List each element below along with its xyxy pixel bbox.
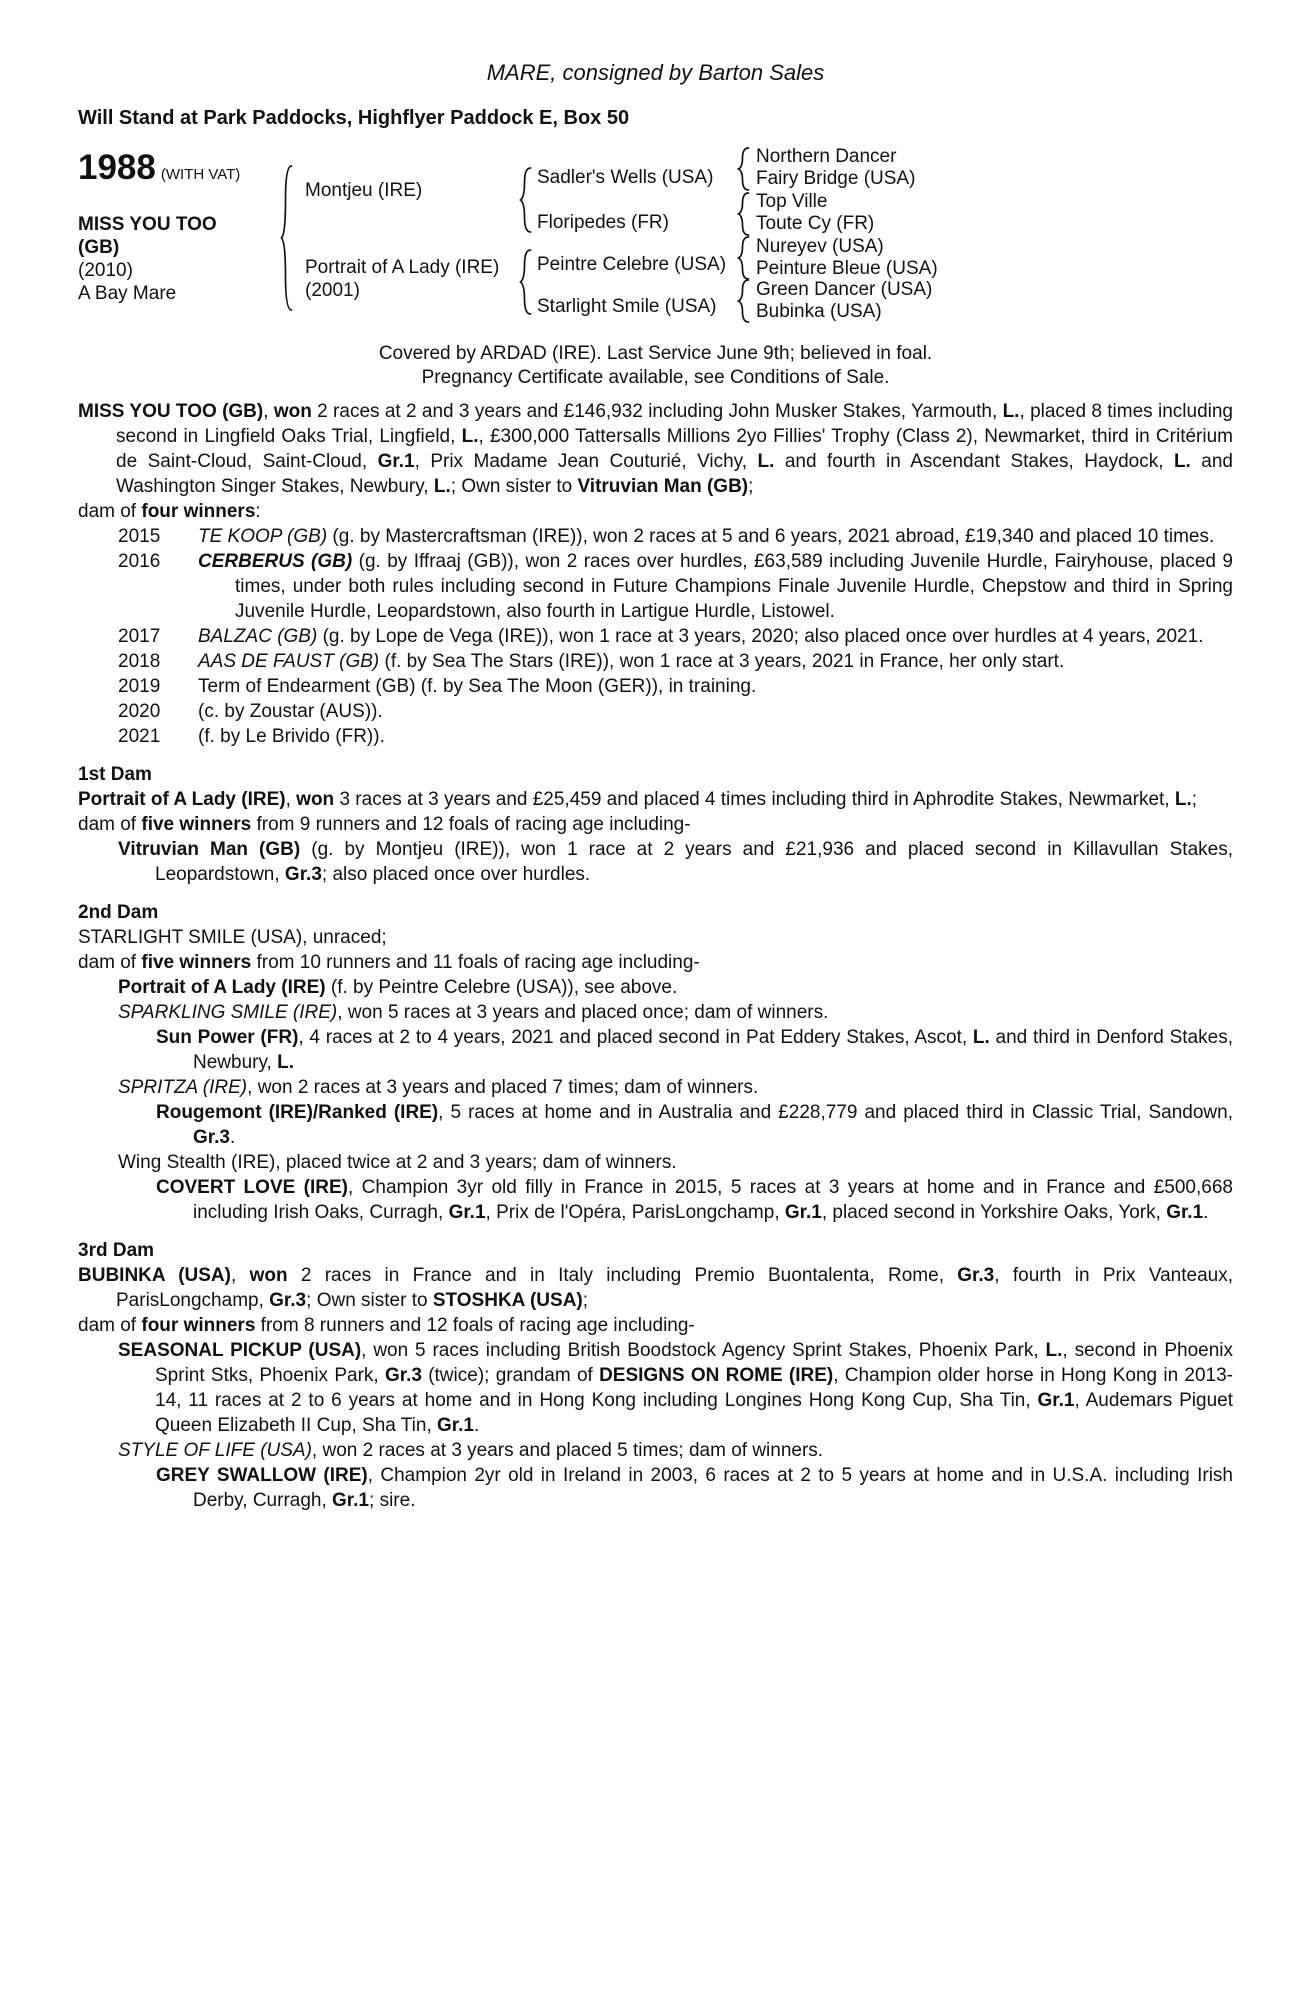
- text-segment: (f. by Le Brivido (FR)).: [198, 726, 385, 747]
- produce-text: [198, 649, 1233, 674]
- text-segment: ; Own sister to: [450, 476, 578, 497]
- text-segment: L.: [277, 1052, 295, 1073]
- text-segment: SEASONAL PICKUP (USA): [118, 1340, 362, 1361]
- text-segment: , won 5 races at 3 years and placed once; dam of winners.: [337, 1002, 829, 1023]
- text-segment: (f. by Sea The Stars (IRE)), won 1 race at 3 years, 2021 in France, her only start.: [379, 651, 1065, 672]
- vat-note: (WITH VAT): [160, 166, 241, 183]
- pedigree-paragraph: [78, 950, 1233, 975]
- text-segment: STARLIGHT SMILE (USA), unraced;: [78, 927, 387, 948]
- produce-text: [198, 624, 1233, 649]
- text-segment: L.: [1045, 1340, 1063, 1361]
- text-segment: Gr.3: [193, 1127, 230, 1148]
- gen3-name: Fairy Bridge (USA): [756, 168, 916, 189]
- section-heading: 2nd Dam: [78, 902, 159, 923]
- produce-text: [198, 724, 1233, 749]
- text-segment: ,: [285, 789, 297, 810]
- text-segment: from 9 runners and 12 foals of racing age including-: [251, 814, 691, 835]
- text-segment: (f. by Peintre Celebre (USA)), see above.: [325, 977, 678, 998]
- text-segment: L.: [757, 451, 775, 472]
- text-segment: MISS YOU TOO (GB): [78, 401, 264, 422]
- dam-sire-name: Peintre Celebre (USA): [537, 254, 727, 275]
- brace-sire-icon: [519, 167, 532, 233]
- covering-line: Covered by ARDAD (IRE). Last Service June 9th; believed in foal.: [378, 343, 933, 364]
- produce-record-row: [78, 699, 1233, 724]
- produce-text: [198, 674, 1233, 699]
- text-segment: Vitruvian Man (GB): [118, 839, 301, 860]
- text-segment: Gr.1: [784, 1202, 822, 1223]
- produce-year: 2020: [118, 701, 161, 722]
- produce-year: 2016: [118, 551, 161, 572]
- gen3-name: Nureyev (USA): [756, 236, 884, 257]
- text-segment: (g. by Montjeu (IRE)), won 1 race at 2 years and £21,936 and placed second in Killavullan Stakes, Leopardstown,: [155, 839, 1233, 885]
- pedigree-paragraph: [156, 1175, 1233, 1225]
- gen3-name: Toute Cy (FR): [756, 213, 875, 234]
- race-record-paragraph: [78, 399, 1233, 499]
- produce-text: [198, 524, 1233, 549]
- text-segment: Sun Power (FR): [156, 1027, 299, 1048]
- text-segment: four winners: [141, 501, 256, 522]
- produce-records: [78, 524, 1233, 749]
- dam-of-winners-line: [78, 499, 1233, 524]
- text-segment: Gr.3: [269, 1290, 307, 1311]
- text-segment: L.: [1002, 401, 1020, 422]
- text-segment: Gr.1: [437, 1415, 474, 1436]
- text-segment: STYLE OF LIFE (USA): [118, 1440, 312, 1461]
- pedigree-paragraph: [118, 1150, 1233, 1175]
- text-segment: Gr.3: [384, 1365, 422, 1386]
- text-segment: Gr.1: [1166, 1202, 1204, 1223]
- brace-dam-icon: [519, 249, 532, 315]
- section-heading: 3rd Dam: [78, 1240, 155, 1261]
- text-segment: 3 races at 3 years and £25,459 and placed 4 times including third in Aphrodite Stakes, Newmarket,: [334, 789, 1175, 810]
- text-segment: won: [249, 1265, 288, 1286]
- dam-dam-name: Starlight Smile (USA): [537, 296, 717, 317]
- text-segment: DESIGNS ON ROME (IRE): [599, 1365, 834, 1386]
- section-paragraphs: [78, 787, 1233, 887]
- text-segment: , fourth in Prix Vanteaux, ParisLongchamp,: [116, 1265, 1233, 1311]
- text-segment: L.: [1173, 451, 1191, 472]
- text-segment: Gr.3: [957, 1265, 995, 1286]
- section-2nd-dam: [78, 900, 1233, 1225]
- text-segment: Gr.1: [377, 451, 415, 472]
- produce-text: [198, 549, 1233, 624]
- brace-gen3-icon: [737, 147, 750, 191]
- text-segment: SPARKLING SMILE (IRE): [118, 1002, 338, 1023]
- text-segment: dam of: [78, 1315, 142, 1336]
- text-segment: TE KOOP (GB): [198, 526, 328, 547]
- text-segment: , won 5 races including British Boodstock Agency Sprint Stakes, Phoenix Park,: [361, 1340, 1046, 1361]
- text-segment: , placed 8 times including second in Lingfield Oaks Trial, Lingfield,: [116, 401, 1233, 447]
- produce-year: 2019: [118, 676, 161, 697]
- text-segment: , second in Phoenix Sprint Stks, Phoenix Park,: [155, 1340, 1234, 1386]
- text-segment: 2 races at 2 and 3 years and £146,932 including John Musker Stakes, Yarmouth,: [311, 401, 1003, 422]
- brace-gen3-icon: [737, 192, 750, 236]
- brace-gen1-icon: [280, 165, 293, 311]
- text-segment: AAS DE FAUST (GB): [198, 651, 380, 672]
- text-segment: L.: [433, 476, 451, 497]
- text-segment: Rougemont (IRE)/Ranked (IRE): [156, 1102, 439, 1123]
- horse-name: MISS YOU TOO: [78, 214, 217, 235]
- brace-gen3-icon: [737, 236, 750, 280]
- text-segment: dam of: [78, 952, 142, 973]
- produce-record-row: [78, 724, 1233, 749]
- text-segment: .: [474, 1415, 480, 1436]
- text-segment: and fourth in Ascendant Stakes, Haydock,: [774, 451, 1174, 472]
- text-segment: ; also placed once over hurdles.: [321, 864, 591, 885]
- produce-year: 2017: [118, 626, 161, 647]
- text-segment: , Champion 2yr old in Ireland in 2003, 6 races at 2 to 5 years at home and in U.S.A. including Irish Derby, Curragh,: [193, 1465, 1233, 1511]
- text-segment: ,: [263, 401, 274, 422]
- gen3-name: Green Dancer (USA): [756, 279, 933, 300]
- produce-record-row: [78, 649, 1233, 674]
- horse-foaling-year: (2010): [78, 260, 133, 281]
- text-segment: from 10 runners and 11 foals of racing age including-: [251, 952, 700, 973]
- pregnancy-certificate-line: Pregnancy Certificate available, see Conditions of Sale.: [421, 367, 890, 388]
- produce-record-row: [78, 674, 1233, 699]
- pedigree-paragraph: [156, 1100, 1233, 1150]
- pedigree-paragraph: [118, 975, 1233, 1000]
- text-segment: 2 races in France and in Italy including Premio Buontalenta, Rome,: [287, 1265, 958, 1286]
- pedigree-paragraph: [156, 1463, 1233, 1513]
- pedigree-paragraph: [78, 787, 1233, 812]
- lot-number: 1988: [78, 148, 156, 187]
- pedigree-paragraph: [118, 1338, 1233, 1438]
- dam-name: Portrait of A Lady (IRE): [305, 257, 500, 278]
- text-segment: , 5 races at home and in Australia and £228,779 and placed third in Classic Trial, Sandown,: [438, 1102, 1233, 1123]
- pedigree-paragraph: [118, 837, 1233, 887]
- produce-record-row: [78, 549, 1233, 624]
- sire-sire-name: Sadler's Wells (USA): [537, 167, 714, 188]
- section-heading: 1st Dam: [78, 764, 152, 785]
- text-segment: (g. by Iffraaj (GB)), won 2 races over hurdles, £63,589 including Juvenile Hurdle, Fairyhouse, placed 9 times, under both rules including second in Future Champions Finale Juvenile Hurdle, Chepstow and third in Spring Juvenile Hurdle, Leopardstown, also fourth in Lartigue Hurdle, Listowel.: [235, 551, 1233, 622]
- text-segment: ; Own sister to: [306, 1290, 433, 1311]
- dam-name-block: [305, 256, 499, 302]
- text-segment: Gr.1: [1037, 1390, 1075, 1411]
- text-segment: , £300,000 Tattersalls Millions 2yo Fillies' Trophy (Class 2), Newmarket, third in Critérium de Saint-Cloud, Saint-Cloud,: [116, 426, 1233, 472]
- pedigree-paragraph: [118, 1000, 1233, 1025]
- text-segment: CERBERUS (GB): [198, 551, 353, 572]
- text-segment: ,: [230, 1265, 250, 1286]
- text-segment: COVERT LOVE (IRE): [156, 1177, 349, 1198]
- text-segment: Portrait of A Lady (IRE): [118, 977, 326, 998]
- pedigree-paragraph: [118, 1438, 1233, 1463]
- text-segment: five winners: [141, 952, 252, 973]
- produce-record-row: [78, 524, 1233, 549]
- text-segment: , Prix de l'Opéra, ParisLongchamp,: [485, 1202, 785, 1223]
- text-segment: dam of: [78, 814, 142, 835]
- sire-name: Montjeu (IRE): [305, 180, 423, 201]
- text-segment: Gr.1: [332, 1490, 370, 1511]
- horse-identity: [78, 213, 217, 305]
- text-segment: Gr.3: [284, 864, 322, 885]
- text-segment: and Washington Singer Stakes, Newbury,: [116, 451, 1233, 497]
- text-segment: , Champion 3yr old filly in France in 2015, 5 races at 3 years at home and in France and £500,668 including Irish Oaks, Curragh,: [193, 1177, 1233, 1223]
- text-segment: L.: [461, 426, 479, 447]
- produce-record-row: [78, 624, 1233, 649]
- text-segment: :: [255, 501, 261, 522]
- produce-year: 2018: [118, 651, 161, 672]
- gen3-name: Bubinka (USA): [756, 301, 882, 322]
- text-segment: BALZAC (GB): [198, 626, 318, 647]
- text-segment: BUBINKA (USA): [78, 1265, 231, 1286]
- gen3-name: Peinture Bleue (USA): [756, 258, 938, 279]
- text-segment: Vitruvian Man (GB): [577, 476, 749, 497]
- text-segment: , Prix Madame Jean Couturié, Vichy,: [414, 451, 758, 472]
- pedigree-paragraph: [156, 1025, 1233, 1075]
- text-segment: ; sire.: [369, 1490, 416, 1511]
- pedigree-paragraph: [78, 925, 1233, 950]
- text-segment: and third in Denford Stakes, Newbury,: [193, 1027, 1233, 1073]
- section-paragraphs: [78, 925, 1233, 1225]
- text-segment: (twice); grandam of: [421, 1365, 600, 1386]
- text-segment: Wing Stealth (IRE), placed twice at 2 and 3 years; dam of winners.: [118, 1152, 677, 1173]
- section-3rd-dam: [78, 1238, 1233, 1513]
- text-segment: STOSHKA (USA): [432, 1290, 583, 1311]
- text-segment: ;: [1191, 789, 1198, 810]
- text-segment: , 4 races at 2 to 4 years, 2021 and placed second in Pat Eddery Stakes, Ascot,: [298, 1027, 973, 1048]
- text-segment: Portrait of A Lady (IRE): [78, 789, 286, 810]
- pedigree-paragraph: [118, 1075, 1233, 1100]
- produce-year: 2015: [118, 526, 161, 547]
- horse-name-suffix: (GB): [78, 237, 120, 258]
- gen3-name: Top Ville: [756, 191, 828, 212]
- section-paragraphs: [78, 1263, 1233, 1513]
- text-segment: four winners: [141, 1315, 256, 1336]
- text-segment: , won 2 races at 3 years and placed 5 times; dam of winners.: [311, 1440, 824, 1461]
- produce-text: [198, 699, 1233, 724]
- text-segment: dam of: [78, 501, 142, 522]
- text-segment: Term of Endearment (GB) (f. by Sea The Moon (GER)), in training.: [198, 676, 757, 697]
- text-segment: L.: [1174, 789, 1192, 810]
- pedigree-paragraph: [78, 1313, 1233, 1338]
- brace-gen3-icon: [737, 279, 750, 323]
- text-segment: five winners: [141, 814, 252, 835]
- pedigree-chart: [78, 145, 1233, 337]
- horse-colour-sex: A Bay Mare: [78, 283, 177, 304]
- section-1st-dam: [78, 762, 1233, 887]
- text-segment: Gr.1: [448, 1202, 486, 1223]
- text-segment: , won 2 races at 3 years and placed 7 times; dam of winners.: [247, 1077, 759, 1098]
- text-segment: .: [1203, 1202, 1209, 1223]
- text-segment: ;: [748, 476, 754, 497]
- gen3-name: Northern Dancer: [756, 146, 897, 167]
- pedigree-paragraph: [78, 1263, 1233, 1313]
- text-segment: won: [296, 789, 335, 810]
- text-segment: won: [273, 401, 312, 422]
- text-segment: , placed second in Yorkshire Oaks, York,: [821, 1202, 1167, 1223]
- text-segment: GREY SWALLOW (IRE): [156, 1465, 368, 1486]
- text-segment: , Champion older horse in Hong Kong in 2013-14, 11 races at 2 to 6 years at home and in Hong Kong including Longines Hong Kong Cup, Sha Tin,: [155, 1365, 1234, 1411]
- pedigree-paragraph: [78, 812, 1233, 837]
- text-segment: .: [229, 1127, 236, 1148]
- text-segment: L.: [972, 1027, 990, 1048]
- covering-details: [78, 342, 1233, 390]
- produce-year: 2021: [118, 726, 161, 747]
- sire-dam-name: Floripedes (FR): [537, 212, 669, 233]
- dam-year: (2001): [305, 280, 360, 301]
- consignor-line: MARE, consigned by Barton Sales: [486, 60, 825, 85]
- stand-location-line: Will Stand at Park Paddocks, Highflyer Paddock E, Box 50: [78, 107, 630, 129]
- text-segment: (g. by Lope de Vega (IRE)), won 1 race at 3 years, 2020; also placed once over hurdles at 4 years, 2021.: [317, 626, 1204, 647]
- text-segment: (c. by Zoustar (AUS)).: [198, 701, 383, 722]
- text-segment: SPRITZA (IRE): [118, 1077, 248, 1098]
- lot-line: [78, 148, 241, 187]
- text-segment: , Audemars Piguet Queen Elizabeth II Cup, Sha Tin,: [155, 1390, 1233, 1436]
- text-segment: from 8 runners and 12 foals of racing age including-: [255, 1315, 695, 1336]
- text-segment: ;: [582, 1290, 589, 1311]
- text-segment: (g. by Mastercraftsman (IRE)), won 2 races at 5 and 6 years, 2021 abroad, £19,340 and placed 10 times.: [327, 526, 1215, 547]
